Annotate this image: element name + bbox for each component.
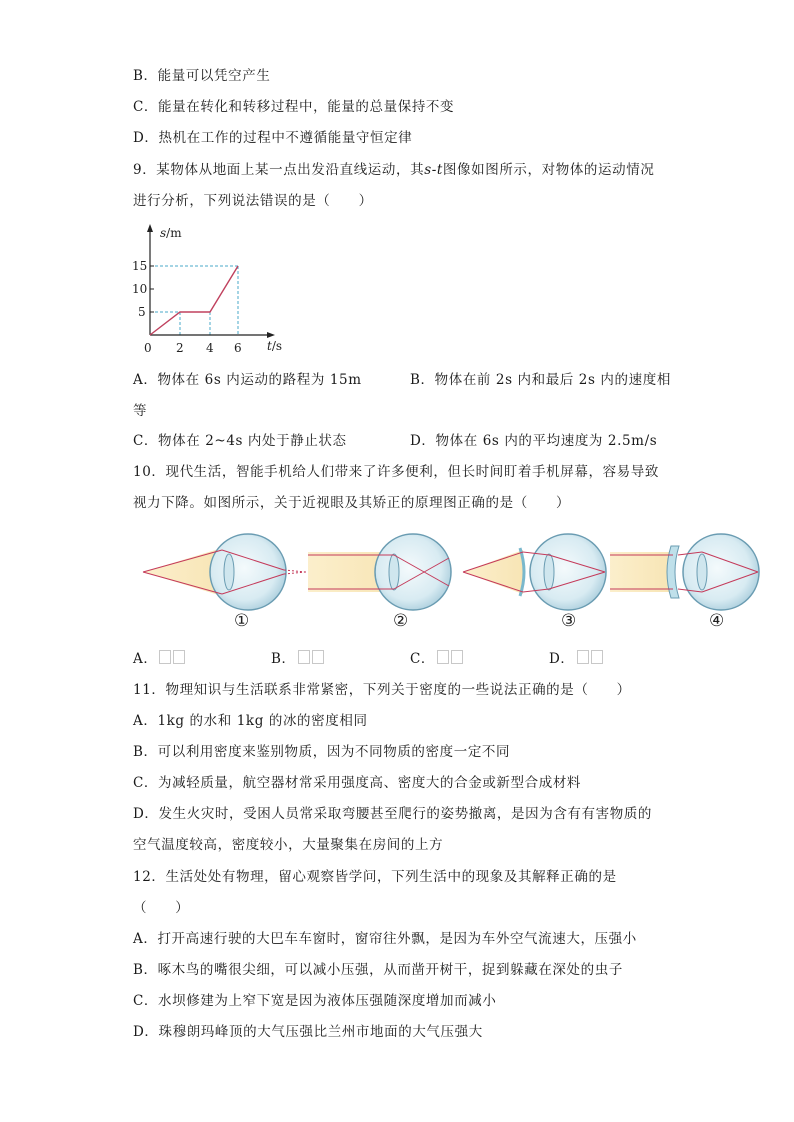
- eye-diagram-2: [308, 534, 451, 631]
- q11-option-d-line1: D．发生火灾时，受困人员常采取弯腰甚至爬行的姿势撤离，是因为含有有害物质的: [133, 806, 653, 822]
- missing-glyph-icon: [312, 650, 324, 664]
- lens-4: [697, 554, 707, 590]
- y-axis-arrow: [147, 224, 153, 232]
- q10-stem-line1: 10．现代生活，智能手机给人们带来了许多便利，但长时间盯着手机屏幕，容易导致: [133, 464, 659, 480]
- eyeball-3: [530, 534, 606, 610]
- x-axis-label: t/s: [267, 339, 283, 353]
- q11-stem: 11．物理知识与生活联系非常紧密，下列关于密度的一些说法正确的是（ ）: [133, 682, 631, 698]
- x-tick-0: 0: [144, 341, 152, 355]
- lens-3: [544, 554, 554, 590]
- lens-1: [224, 554, 234, 590]
- q9-stem-line1: 9．某物体从地面上某一点出发沿直线运动，其s-t图像如图所示，对物体的运动情况: [133, 162, 655, 178]
- q12-stem-line1: 12．生活处处有物理，留心观察皆学问，下列生活中的现象及其解释正确的是: [133, 869, 617, 885]
- st-data-line: [150, 266, 238, 335]
- q8-option-c: C．能量在转化和转移过程中，能量的总量保持不变: [133, 99, 455, 115]
- y-tick-15: 15: [132, 259, 148, 273]
- eye-diagram-1: [143, 534, 306, 631]
- eyeball-1: [210, 534, 286, 610]
- missing-glyph-icon: [159, 650, 171, 664]
- q11-option-b: B．可以利用密度来鉴别物质，因为不同物质的密度一定不同: [133, 744, 511, 760]
- x-tick-6: 6: [234, 341, 242, 355]
- q12-option-a: A．打开高速行驶的大巴车车窗时，窗帘往外飘，是因为车外空气流速大，压强小: [133, 931, 637, 947]
- label-2: ②: [393, 611, 409, 631]
- q10-stem-line2: 视力下降。如图所示，关于近视眼及其矫正的原理图正确的是（ ）: [133, 495, 571, 511]
- q10-option-c: C．: [410, 649, 463, 669]
- eyeball-4: [683, 534, 759, 610]
- lens-2: [389, 554, 399, 590]
- st-graph: [130, 222, 290, 357]
- q10-option-d: D．: [549, 649, 603, 669]
- q9-option-b: B．物体在前 2s 内和最后 2s 内的速度相: [410, 372, 671, 388]
- y-axis-label: s/m: [160, 226, 182, 240]
- q11-option-c: C．为减轻质量，航空器材常采用强度高、密度大的合金或新型合成材料: [133, 775, 582, 791]
- y-tick-10: 10: [132, 282, 148, 296]
- corrective-lens-4: [667, 546, 679, 598]
- missing-glyph-icon: [577, 650, 589, 664]
- q11-option-d-line2: 空气温度较高，密度较小，大量聚集在房间的上方: [133, 837, 444, 853]
- q9-option-d: D．物体在 6s 内的平均速度为 2.5m/s: [410, 433, 658, 449]
- label-4: ④: [709, 611, 725, 631]
- y-tick-5: 5: [138, 305, 146, 319]
- eye-diagram-3: [463, 534, 606, 631]
- q11-option-a: A．1kg 的水和 1kg 的冰的密度相同: [133, 713, 368, 729]
- missing-glyph-icon: [451, 650, 463, 664]
- missing-glyph-icon: [173, 650, 185, 664]
- x-axis-arrow: [267, 332, 275, 338]
- q12-stem-line2: （ ）: [133, 900, 190, 916]
- q10-option-a: A．: [133, 649, 185, 669]
- eyeball-2: [375, 534, 451, 610]
- x-tick-4: 4: [206, 341, 214, 355]
- q10-option-b: B．: [271, 649, 324, 669]
- q12-option-c: C．水坝修建为上窄下宽是因为液体压强随深度增加而减小: [133, 993, 497, 1009]
- q9-option-c: C．物体在 2~4s 内处于静止状态: [133, 433, 347, 449]
- x-tick-2: 2: [176, 341, 184, 355]
- eye-diagrams: [138, 528, 763, 633]
- missing-glyph-icon: [591, 650, 603, 664]
- eye-diagram-4: [610, 534, 759, 631]
- q8-option-d: D．热机在工作的过程中不遵循能量守恒定律: [133, 130, 413, 146]
- missing-glyph-icon: [437, 650, 449, 664]
- st-variable: s-t: [424, 162, 443, 178]
- label-3: ③: [561, 611, 577, 631]
- label-1: ①: [234, 611, 250, 631]
- q9-option-a: A．物体在 6s 内运动的路程为 15m: [133, 372, 362, 388]
- q12-option-d: D．珠穆朗玛峰顶的大气压强比兰州市地面的大气压强大: [133, 1024, 483, 1040]
- q12-option-b: B．啄木鸟的嘴很尖细，可以减小压强，从而凿开树干，捉到躲藏在深处的虫子: [133, 962, 623, 978]
- missing-glyph-icon: [298, 650, 310, 664]
- q9-option-b-cont: 等: [133, 403, 148, 419]
- q9-stem-line2: 进行分析，下列说法错误的是（ ）: [133, 193, 373, 209]
- q8-option-b: B．能量可以凭空产生: [133, 68, 271, 84]
